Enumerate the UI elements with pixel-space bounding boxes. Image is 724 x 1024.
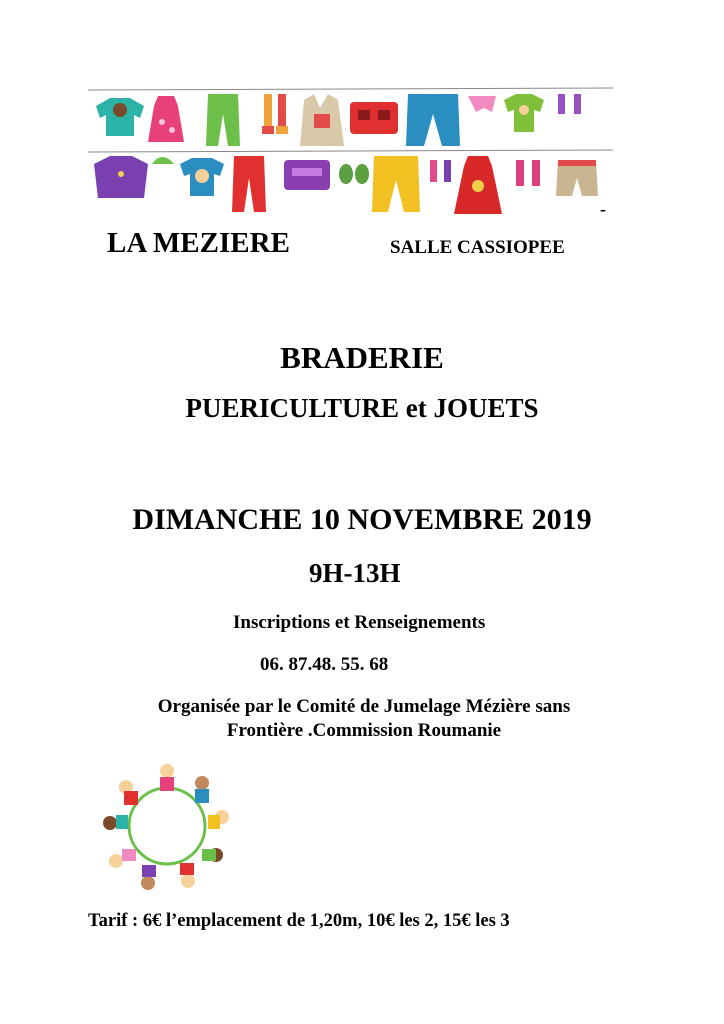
bloomers-pink-icon: [468, 96, 496, 112]
pricing-info: Tarif : 6€ l’emplacement de 1,20m, 10€ les 2, 15€ les 3: [88, 911, 510, 931]
clothesline-illustration: [88, 80, 613, 220]
overalls-tan-icon: [300, 94, 344, 146]
socks-purple-icon: [558, 94, 581, 114]
socks-striped-icon: [262, 94, 288, 134]
coat-purple-icon: [94, 156, 148, 198]
event-title: BRADERIE: [280, 340, 444, 375]
contact-phone: 06. 87.48. 55. 68: [260, 654, 389, 675]
pants-yellow-icon: [372, 156, 420, 212]
hat-green-icon: [152, 157, 174, 164]
organizer-line-2: Frontière .Commission Roumanie: [226, 720, 502, 741]
tshirt-green-icon: [504, 94, 544, 132]
contact-label: Inscriptions et Renseignements: [233, 612, 486, 633]
event-hours: 9H-13H: [309, 558, 401, 588]
event-date: DIMANCHE 10 NOVEMBRE 2019: [132, 503, 592, 536]
children-circle-illustration: [98, 757, 236, 895]
bag-red-icon: [350, 102, 398, 134]
pants-red-icon: [232, 156, 266, 212]
organizer-text: [0, 695, 724, 743]
stray-dash: -: [600, 199, 606, 219]
dress-red-icon: [454, 156, 502, 214]
event-subtitle: PUERICULTURE et JOUETS: [185, 393, 539, 423]
baby-top-teal-icon: [96, 98, 144, 136]
pants-green-icon: [206, 94, 240, 146]
mittens-green-icon: [339, 164, 369, 184]
location-title: LA MEZIERE: [107, 227, 290, 259]
pants-blue-icon: [406, 94, 460, 146]
shorts-beige-icon: [556, 160, 598, 196]
socks-magenta-icon: [516, 160, 540, 186]
organizer-line-1: Organisée par le Comité de Jumelage Mézière sans: [157, 696, 571, 717]
tshirt-blue-icon: [180, 158, 224, 196]
venue-name: SALLE CASSIOPEE: [390, 237, 565, 258]
dress-pink-icon: [148, 96, 184, 142]
bag-purple-icon: [284, 160, 330, 190]
socks-pink-icon: [430, 160, 451, 182]
